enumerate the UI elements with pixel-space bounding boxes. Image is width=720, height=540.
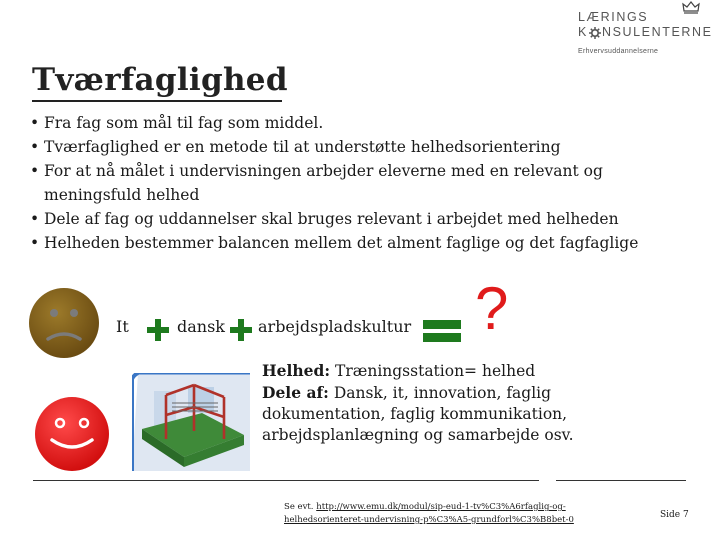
page-title: Tværfaglighed [32,62,288,98]
logo-tagline: Erhvervsuddannelserne [578,48,659,55]
list-item: • Fra fag som mål til fag som middel. [30,111,700,135]
logo-line-1: LÆRINGS [578,10,649,24]
happy-face-icon [34,396,110,472]
dele-label: Dele af: [262,383,329,402]
footer-reference [284,501,604,527]
equals-icon [423,320,461,342]
dele-text: Dansk, it, innovation, faglig dokumentation, faglig kommunikation, arbejdsplanlægning og samarbejde osv. [262,384,574,444]
title-underline [32,100,282,102]
logo-line-2: K NSULENTERNE [578,25,713,39]
list-item: • Tværfaglighed er en metode til at understøtte helhedsorientering [30,135,700,159]
helhed-label: Helhed: [262,361,331,380]
helhed-text: Træningsstation= helhed [330,362,536,380]
list-item: • Dele af fag og uddannelser skal bruges relevant i arbejdet med helheden [30,207,700,231]
description-block [262,360,622,446]
formula-term-dansk: dansk [177,317,225,336]
bullet-list [30,111,700,255]
footer-divider [33,480,539,481]
gear-icon [589,27,601,39]
dele-line [262,382,622,446]
logo [578,10,718,60]
list-item: • For at nå målet i undervisningen arbejder eleverne med en relevant og meningsfuld helhed [30,159,700,207]
plus-icon [147,319,169,341]
footer-divider [556,480,686,481]
list-item: • Helheden bestemmer balancen mellem det alment faglige og det fagfaglige [30,231,700,255]
helhed-line [262,360,622,382]
sad-face-icon [28,287,100,359]
formula-term-it: It [116,317,129,336]
formula-term-arbejdspladskultur: arbejdspladskultur [258,317,412,336]
link-prefix: Se evt. [284,502,317,512]
question-mark: ? [475,275,509,342]
training-station-image [132,373,250,471]
crown-icon [682,0,700,14]
emu-link[interactable]: http://www.emu.dk/modul/sip-eud-1-tv%C3%A6rfaglig-og-helhedsorienteret-undervisning-p%C3%A5-grundforl%C3%B8bet-0 [284,502,574,525]
plus-icon [230,319,252,341]
page-number: Side 7 [660,510,689,520]
